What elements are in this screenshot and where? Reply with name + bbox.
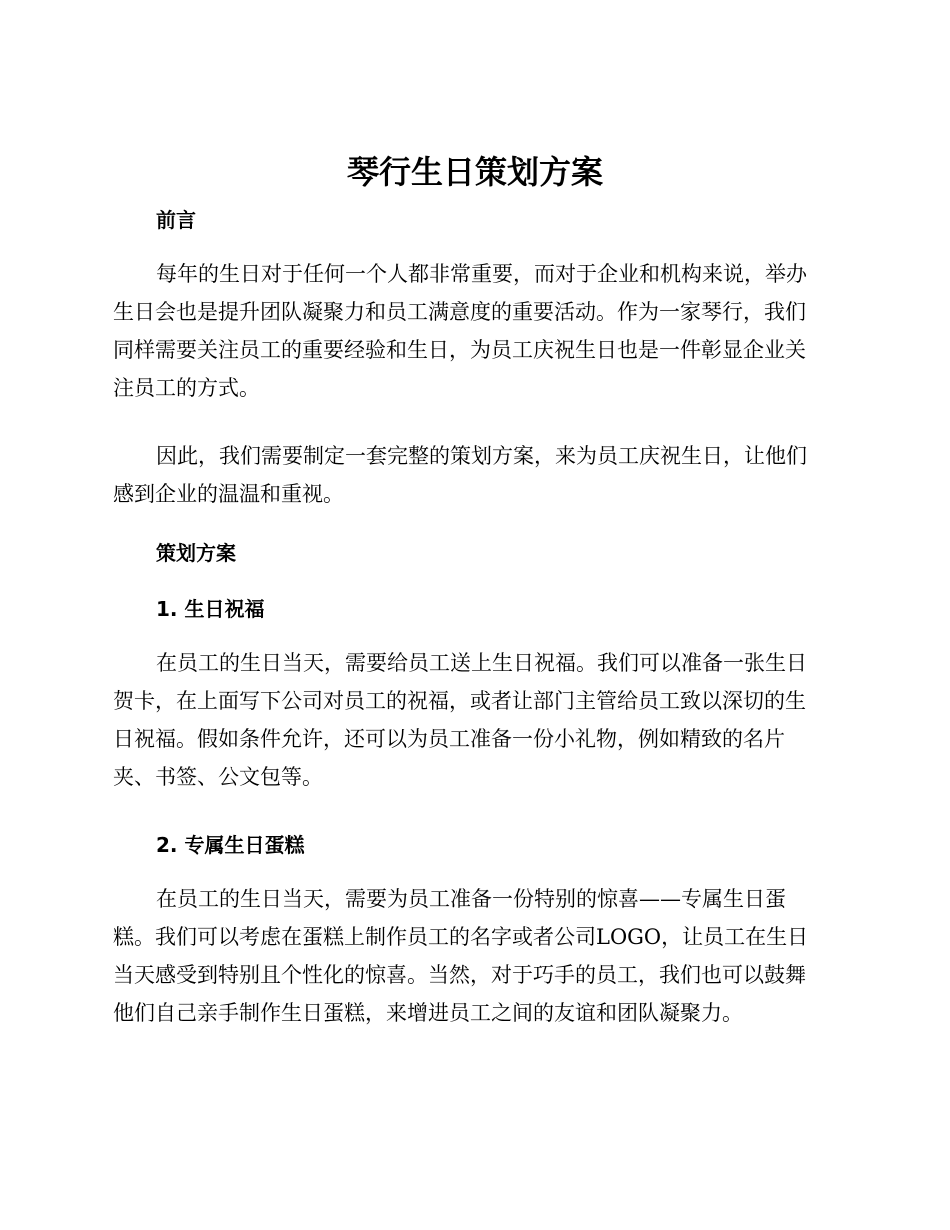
paragraph-line: 每年的生日对于任何一个人都非常重要，而对于企业和机构来说，举办 (156, 262, 807, 286)
paragraph-line: 糕。我们可以考虑在蛋糕上制作员工的名字或者公司LOGO，让员工在生日 (113, 925, 809, 949)
paragraph-birthday-cake (113, 880, 853, 1032)
paragraph-preface-2 (113, 437, 853, 513)
paragraph-line: 当天感受到特别且个性化的惊喜。当然，对于巧手的员工，我们也可以鼓舞 (113, 963, 806, 987)
paragraph-line: 生日会也是提升团队凝聚力和员工满意度的重要活动。作为一家琴行，我们 (113, 300, 806, 324)
document-title: 琴行生日策划方案 (346, 153, 603, 191)
paragraph-line: 日祝福。假如条件允许，还可以为员工准备一份小礼物，例如精致的名片 (113, 727, 785, 751)
paragraph-line: 因此，我们需要制定一套完整的策划方案，来为员工庆祝生日，让他们 (156, 444, 807, 468)
section-heading-plan: 策划方案 (156, 541, 236, 565)
paragraph-line: 贺卡，在上面写下公司对员工的祝福，或者让部门主管给员工致以深切的生 (113, 689, 806, 713)
paragraph-line: 注员工的方式。 (113, 376, 260, 400)
paragraph-birthday-wishes (113, 644, 853, 796)
paragraph-preface-1 (113, 255, 853, 407)
section-heading-birthday-wishes: 1. 生日祝福 (156, 597, 265, 621)
paragraph-line: 夹、书签、公文包等。 (113, 765, 323, 789)
paragraph-line: 在员工的生日当天，需要为员工准备一份特别的惊喜——专属生日蛋 (156, 887, 786, 911)
section-heading-birthday-cake: 2. 专属生日蛋糕 (156, 833, 305, 857)
paragraph-line: 感到企业的温温和重视。 (113, 482, 344, 506)
paragraph-line: 他们自己亲手制作生日蛋糕，来增进员工之间的友谊和团队凝聚力。 (113, 1001, 743, 1025)
section-heading-preface: 前言 (156, 208, 196, 232)
paragraph-line: 同样需要关注员工的重要经验和生日，为员工庆祝生日也是一件彰显企业关 (113, 338, 806, 362)
paragraph-line: 在员工的生日当天，需要给员工送上生日祝福。我们可以准备一张生日 (156, 651, 807, 675)
